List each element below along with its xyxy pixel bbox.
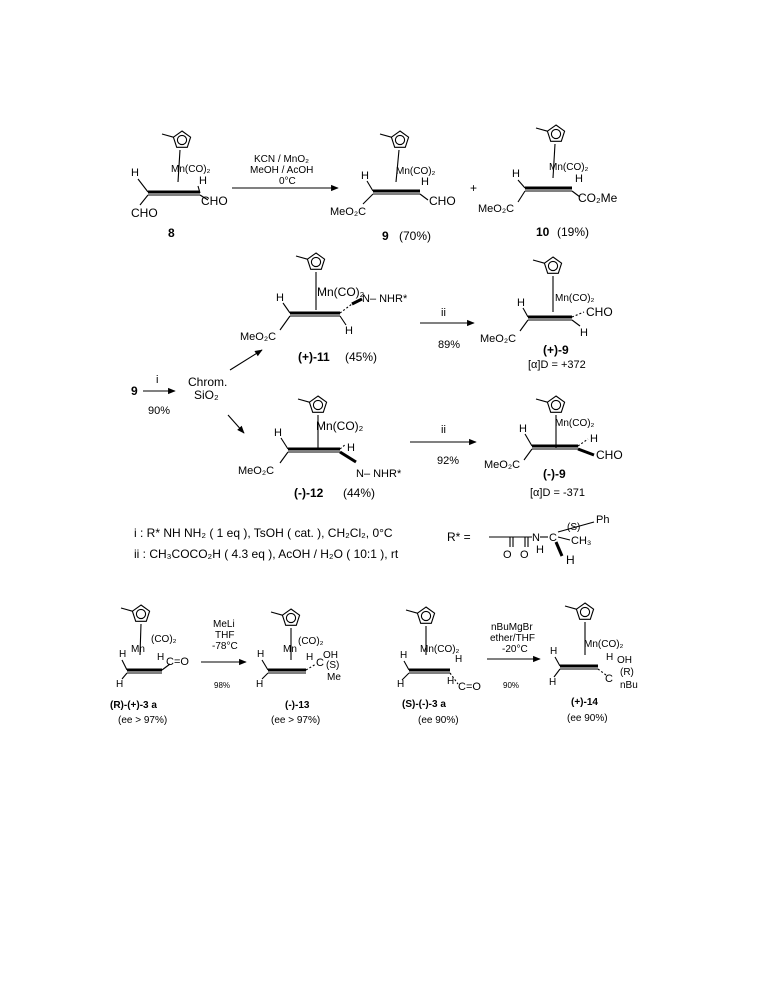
reagent-text: 0°C: [279, 176, 296, 187]
chrom-text: Chrom.: [188, 375, 228, 389]
methyl-label: Me: [327, 672, 341, 683]
h-label: H: [580, 327, 588, 339]
phenyl-label: Ph: [596, 514, 610, 526]
h-label: H: [447, 676, 455, 687]
cp-ring-icon: [536, 396, 565, 412]
mn-label: Mn: [283, 644, 297, 655]
hydrazone-label: N– NHR*: [362, 293, 408, 305]
co-label: (CO)₂: [298, 636, 324, 647]
mn-label: Mn(CO)₂: [420, 644, 460, 655]
reaction-arrow-lower: [410, 424, 476, 467]
cp-ring-icon: [406, 607, 435, 623]
compound-s-3a: [397, 607, 481, 726]
rstar-definition: [447, 514, 609, 567]
cp-ring-icon: [162, 131, 191, 147]
ester-label: MeO₂C: [330, 206, 367, 218]
compound-plus-11: [240, 253, 408, 364]
co-label: (CO)₂: [151, 634, 177, 645]
cp-ring-icon: [533, 257, 562, 273]
compound-minus-12: [238, 396, 402, 500]
compound-label: (+)-9: [543, 343, 569, 357]
yield-text: (19%): [557, 225, 590, 239]
start-material-9: [131, 350, 262, 433]
yield-text: 92%: [437, 455, 460, 467]
yield-text: 89%: [438, 339, 461, 351]
hydroxyl-label: OH: [323, 650, 338, 661]
compound-minus-13: [256, 609, 341, 726]
reagent-text: KCN / MnO₂: [254, 154, 309, 165]
reaction-arrow-upper: [420, 307, 474, 351]
h-label: H: [131, 167, 139, 179]
ester-label: MeO₂C: [478, 203, 515, 215]
mn-label: Mn(CO)₂: [549, 162, 589, 173]
h-label: H: [199, 175, 207, 187]
condition-i-text: i : R* NH NH₂ ( 1 eq ), TsOH ( cat. ), CH₂Cl₂, 0°C: [134, 526, 393, 540]
mn-label: Mn(CO)₂: [396, 166, 436, 177]
ester-label: MeO₂C: [240, 331, 277, 343]
h-label: H: [116, 679, 124, 690]
h-label: H: [119, 649, 127, 660]
h-label: H: [276, 292, 284, 304]
ester-label: MeO₂C: [480, 333, 517, 345]
plus-sign: +: [470, 181, 478, 195]
compound-label: (S)-(-)-3 a: [402, 699, 446, 710]
h-label: H: [345, 325, 353, 337]
compound-plus-14: [549, 603, 638, 724]
step-label: ii: [441, 307, 446, 319]
mn-label: Mn(CO)₂: [555, 293, 595, 304]
h-label: H: [421, 176, 429, 188]
h-label: H: [256, 679, 264, 690]
compound-label: 8: [168, 226, 175, 240]
mn-label: Mn(CO)₂: [171, 164, 211, 175]
h-label: H: [566, 553, 575, 567]
reaction-arrow-meli: [201, 619, 246, 690]
step-label: ii: [441, 424, 446, 436]
cp-ring-icon: [298, 396, 327, 412]
compound-plus-9: [480, 257, 613, 371]
yield-text: (70%): [399, 229, 432, 243]
h-label: H: [550, 646, 558, 657]
condition-ii-text: ii : CH₃COCO₂H ( 4.3 eq ), AcOH / H₂O ( 10:1 ), rt: [134, 547, 399, 561]
compound-label: 10: [536, 225, 550, 239]
carbon-label: C: [316, 657, 324, 669]
compound-label: 9: [382, 229, 389, 243]
h-label: H: [455, 654, 463, 665]
compound-label: (+)-11: [298, 350, 330, 364]
yield-text: (45%): [345, 350, 378, 364]
cp-ring-icon: [121, 605, 150, 621]
ester-label: MeO₂C: [238, 465, 275, 477]
rotation-text: [α]D = +372: [528, 359, 586, 371]
nitrogen-label: N: [532, 532, 540, 544]
ester-label: CO₂Me: [578, 191, 618, 205]
compound-label: (-)-12: [294, 486, 324, 500]
h-label: H: [257, 649, 265, 660]
reaction-arrow-1: [232, 154, 338, 188]
ester-label: MeO₂C: [484, 459, 521, 471]
reaction-arrow-bu: [487, 622, 540, 690]
compound-minus-9: [484, 396, 623, 499]
h-label: H: [519, 423, 527, 435]
mn-label: Mn: [131, 644, 145, 655]
h-label: H: [397, 679, 405, 690]
compound-label: (-)-9: [543, 467, 566, 481]
step-label: i: [156, 374, 159, 386]
reagent-text: -20°C: [502, 644, 528, 655]
yield-text: 90%: [148, 405, 171, 417]
h-label: H: [517, 297, 525, 309]
cp-ring-icon: [380, 131, 409, 147]
yield-text: 98%: [214, 681, 231, 690]
h-label: H: [400, 650, 408, 661]
compound-10: [478, 125, 618, 239]
cp-ring-icon: [565, 603, 594, 619]
h-label: H: [590, 433, 598, 445]
butyl-label: nBu: [620, 680, 638, 691]
silica-text: SiO₂: [194, 388, 219, 402]
oxygen-label: O: [503, 549, 512, 561]
stereo-label: (S): [326, 660, 340, 671]
reagent-text: THF: [215, 630, 235, 641]
oxygen-label: O: [520, 549, 529, 561]
carbon-label: C: [605, 673, 613, 685]
mn-label: Mn(CO)₂: [584, 639, 624, 650]
cp-ring-icon: [536, 125, 565, 141]
compound-label: (R)-(+)-3 a: [110, 700, 157, 711]
carbonyl-label: C=O: [166, 656, 189, 668]
compound-9: [330, 131, 456, 243]
stereo-label: (R): [620, 667, 634, 678]
ee-text: (ee > 97%): [118, 715, 168, 726]
hydrazone-label: N– NHR*: [356, 468, 402, 480]
rstar-label: R* =: [447, 530, 471, 544]
h-label: H: [575, 173, 583, 185]
carbonyl-label: C=O: [458, 681, 481, 693]
h-label: H: [606, 652, 614, 663]
h-label: H: [512, 168, 520, 180]
h-label: H: [306, 652, 314, 663]
yield-text: (44%): [343, 486, 376, 500]
cho-label: CHO: [131, 206, 158, 220]
compound-r-3a: [110, 605, 189, 726]
mn-label: Mn(CO)₂: [316, 419, 364, 433]
h-label: H: [157, 652, 165, 663]
reagent-text: MeLi: [213, 619, 235, 630]
h-label: H: [549, 677, 557, 688]
ee-text: (ee 90%): [567, 713, 608, 724]
reagent-text: nBuMgBr: [491, 622, 533, 633]
compound-8: [131, 131, 228, 240]
cho-label: CHO: [429, 194, 456, 208]
cho-label: CHO: [596, 448, 623, 462]
cp-ring-icon: [271, 609, 300, 625]
mn-label: Mn(CO)₂: [317, 285, 365, 299]
reagent-text: -78°C: [212, 641, 238, 652]
compound-label: (-)-13: [285, 700, 310, 711]
ee-text: (ee > 97%): [271, 715, 321, 726]
h-label: H: [347, 442, 355, 454]
mn-label: Mn(CO)₂: [555, 418, 595, 429]
reagent-text: ether/THF: [490, 633, 536, 644]
h-label: H: [536, 544, 544, 556]
hydroxyl-label: OH: [617, 655, 632, 666]
compound-label: (+)-14: [571, 697, 598, 708]
carbon-label: C: [549, 532, 557, 544]
h-label: H: [274, 427, 282, 439]
compound-label: 9: [131, 384, 138, 398]
h-label: H: [361, 170, 369, 182]
stereo-label: (S): [567, 522, 581, 533]
cho-label: CHO: [201, 194, 228, 208]
cp-ring-icon: [296, 253, 325, 269]
rotation-text: [α]D = -371: [530, 487, 585, 499]
reagent-text: MeOH / AcOH: [250, 165, 314, 176]
yield-text: 90%: [503, 681, 520, 690]
ee-text: (ee 90%): [418, 715, 459, 726]
cho-label: CHO: [586, 305, 613, 319]
methyl-label: CH₃: [571, 535, 592, 547]
